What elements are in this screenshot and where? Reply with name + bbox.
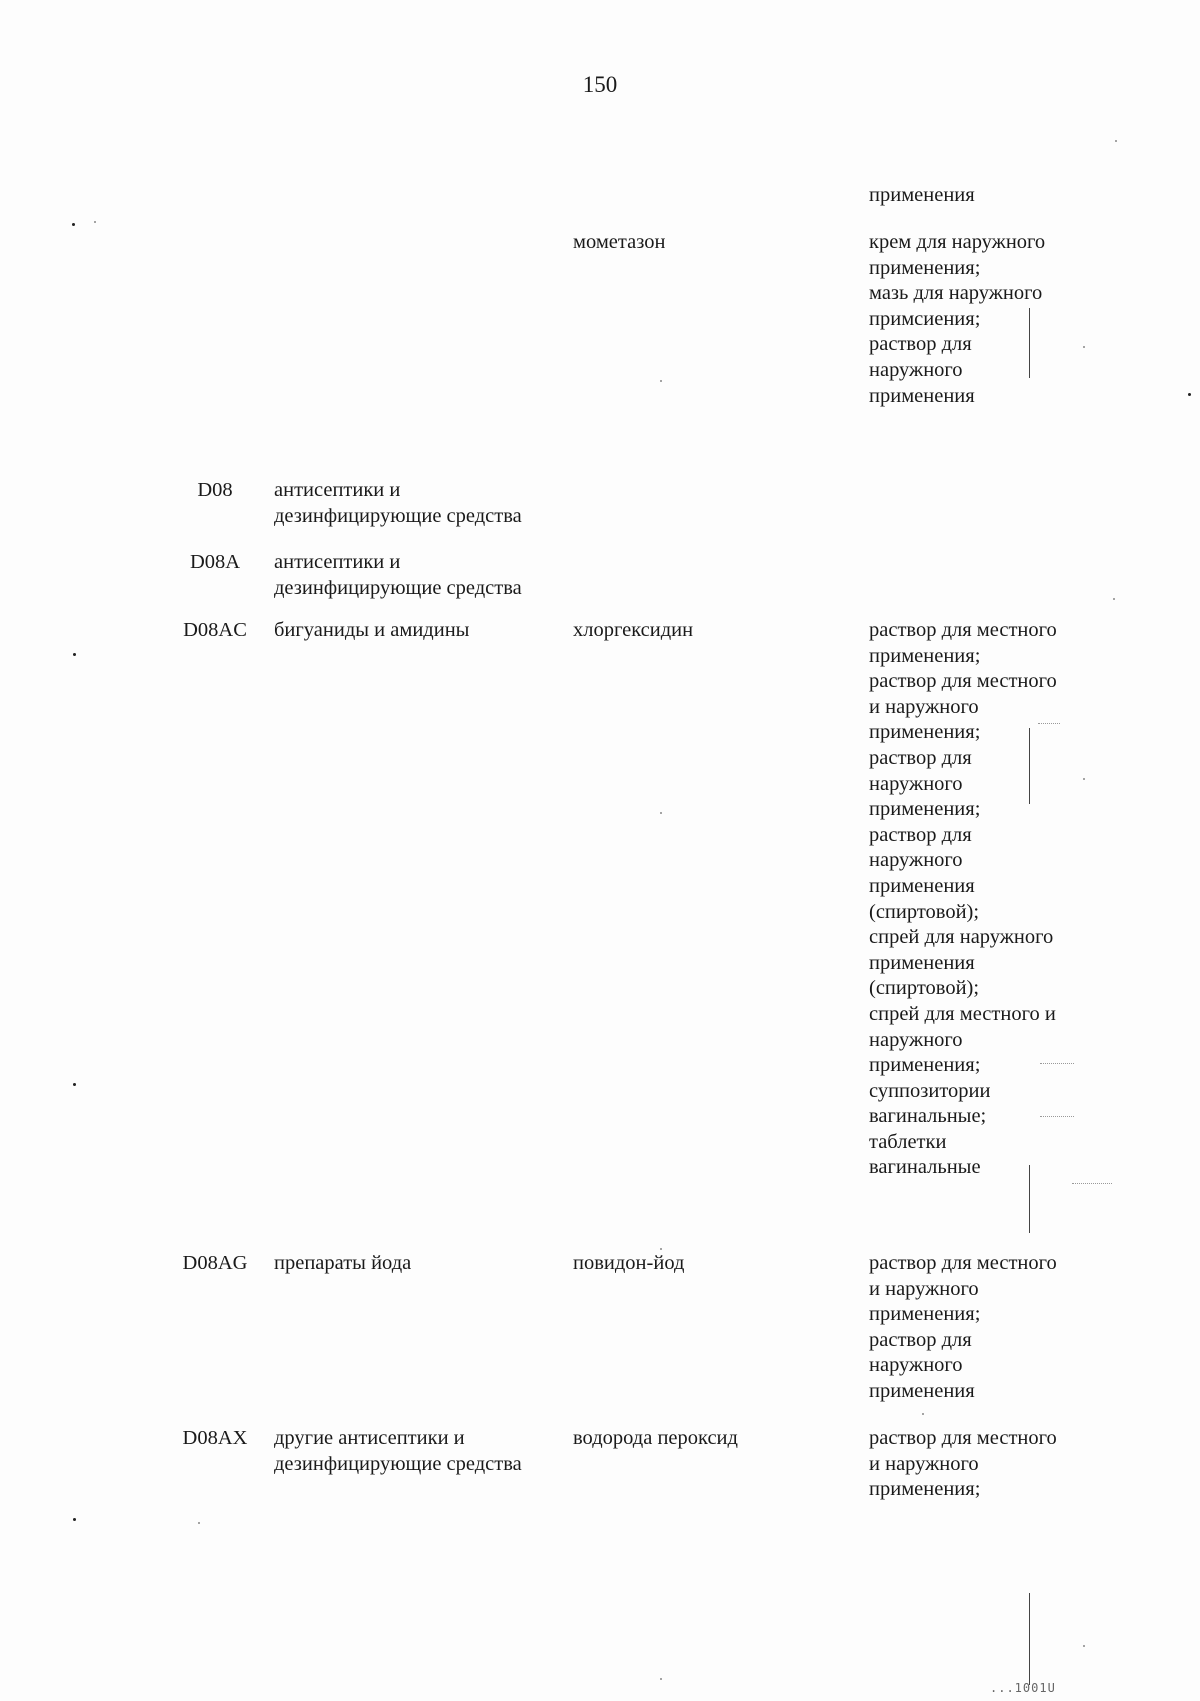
scan-speck xyxy=(660,380,662,382)
row-4-forms: раствор для местного применения; раствор для местного и наружного применения; раствор для наружного применения; раствор для наружного применения (спиртовой); спрей для наружного применения (спиртовой); спрей для местного и наружного применения; суппозитории вагинальные; таблетки вагинальные xyxy=(869,619,1057,1179)
scan-speck xyxy=(660,812,662,814)
row-2-group: антисептики и дезинфицирующие средства xyxy=(274,479,522,527)
scan-speck xyxy=(1083,778,1085,780)
scan-speck xyxy=(94,221,96,223)
row-2-code: D08 xyxy=(197,479,233,501)
scan-speck xyxy=(73,653,76,656)
scan-speck xyxy=(1083,1645,1085,1647)
scan-line xyxy=(1029,728,1030,804)
scan-speck xyxy=(73,1518,76,1521)
scan-dots xyxy=(1040,1116,1074,1118)
row-1-forms: крем для наружного применения; мазь для наружного примсиения; раствор для наружного применения xyxy=(869,231,1046,407)
scan-line xyxy=(1029,308,1030,378)
scan-stamp: ...1001U xyxy=(990,1681,1056,1695)
row-5-drug: повидон-йод xyxy=(573,1252,685,1274)
row-5-forms: раствор для местного и наружного применения; раствор для наружного применения xyxy=(869,1252,1057,1402)
scan-speck xyxy=(1083,346,1085,348)
scan-speck xyxy=(1113,598,1115,600)
page-number: 150 xyxy=(582,72,618,97)
row-5-group: препараты йода xyxy=(274,1252,412,1274)
row-1-drug: мометазон xyxy=(573,231,666,253)
scan-dots xyxy=(1038,723,1060,725)
scan-speck xyxy=(660,1678,662,1680)
row-4-drug: хлоргексидин xyxy=(573,619,694,641)
scan-dots xyxy=(1072,1183,1112,1185)
row-6-forms: раствор для местного и наружного применения; xyxy=(869,1427,1057,1501)
scan-speck xyxy=(198,1522,200,1524)
scan-speck xyxy=(73,1083,76,1086)
row-6-drug: водорода пероксид xyxy=(573,1427,738,1449)
row-3-code: D08A xyxy=(189,551,241,573)
scan-speck xyxy=(922,1413,924,1415)
scan-speck xyxy=(1115,140,1117,142)
scan-speck xyxy=(660,1248,662,1250)
scan-line xyxy=(1029,1165,1030,1233)
row-5-code: D08AG xyxy=(182,1252,248,1274)
row-6-group: другие антисептики и дезинфицирующие средства xyxy=(274,1427,522,1475)
scan-speck xyxy=(1188,393,1191,396)
row-4-code: D08AC xyxy=(183,619,247,641)
row-3-group: антисептики и дезинфицирующие средства xyxy=(274,551,522,599)
scan-speck xyxy=(72,223,75,226)
row-6-code: D08AX xyxy=(182,1427,248,1449)
row-4-group: бигуаниды и амидины xyxy=(274,619,470,641)
row-0-forms: применения xyxy=(869,184,975,206)
scan-dots xyxy=(1040,1063,1074,1065)
scan-line xyxy=(1029,1593,1030,1685)
